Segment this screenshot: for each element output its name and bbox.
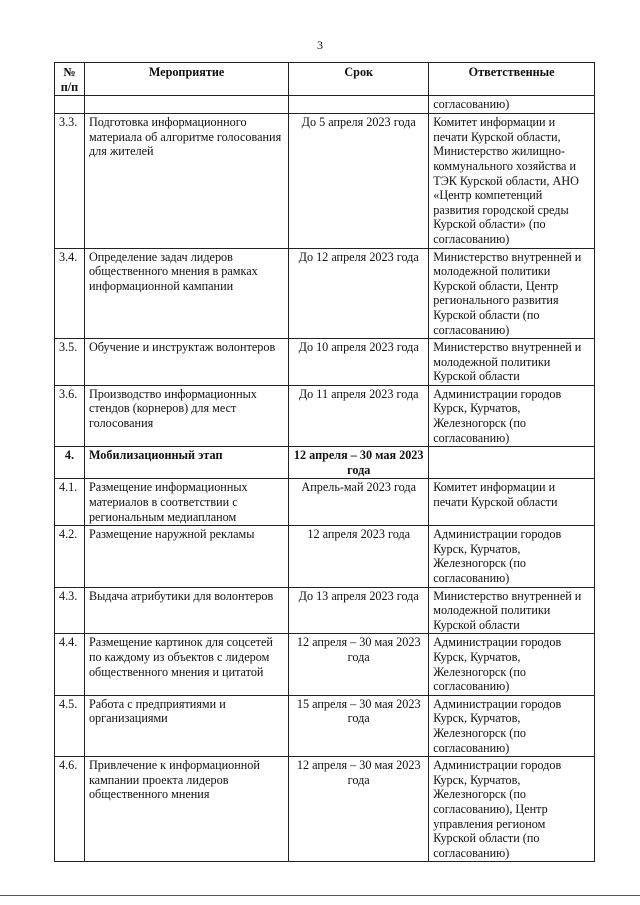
table-row xyxy=(55,248,595,339)
cell-responsible: Администрации городов Курск, Курчатов, Железногорск (по согласованию) xyxy=(429,385,595,446)
table-row xyxy=(55,385,595,446)
cell-term: 12 апреля 2023 года xyxy=(289,526,429,587)
cell-num: 4.6. xyxy=(55,757,85,862)
table-row xyxy=(55,587,595,634)
cell-num xyxy=(55,96,85,114)
table-row xyxy=(55,526,595,587)
cell-event: Работа с предприятиями и организациями xyxy=(84,695,288,756)
cell-num: 4.3. xyxy=(55,587,85,634)
cell-num: 4.5. xyxy=(55,695,85,756)
cell-responsible: Комитет информации и печати Курской области, Министерство жилищно-коммунального хозяйства и ТЭК Курской области, АНО «Центр компетенций развития городской среды Курской области» (по согласованию) xyxy=(429,114,595,248)
cell-event: Размещение наружной рекламы xyxy=(84,526,288,587)
cell-responsible: Администрации городов Курск, Курчатов, Железногорск (по согласованию) xyxy=(429,634,595,695)
continuation-row xyxy=(55,96,595,114)
cell-num: 4.2. xyxy=(55,526,85,587)
cell-responsible: Администрации городов Курск, Курчатов, Железногорск (по согласованию) xyxy=(429,526,595,587)
table-row xyxy=(55,757,595,862)
table-row xyxy=(55,695,595,756)
table-row xyxy=(55,634,595,695)
cell-responsible: Министерство внутренней и молодежной политики Курской области, Центр регионального развития Курской области (по согласованию) xyxy=(429,248,595,339)
header-responsible: Ответственные xyxy=(429,63,595,96)
cell-event: Подготовка информационного материала об алгоритме голосования для жителей xyxy=(84,114,288,248)
table-row xyxy=(55,339,595,386)
cell-event xyxy=(84,96,288,114)
cell-event: Привлечение к информационной кампании проекта лидеров общественного мнения xyxy=(84,757,288,862)
cell-event: Определение задач лидеров общественного мнения в рамках информационной кампании xyxy=(84,248,288,339)
cell-responsible: согласованию) xyxy=(429,96,595,114)
page-number: 3 xyxy=(317,38,323,52)
table-header-row xyxy=(55,63,595,96)
table-row xyxy=(55,114,595,248)
cell-num: 3.3. xyxy=(55,114,85,248)
cell-event: Производство информационных стендов (корнеров) для мест голосования xyxy=(84,385,288,446)
cell-num: 3.5. xyxy=(55,339,85,386)
event-plan-table xyxy=(54,62,595,862)
cell-responsible: Министерство внутренней и молодежной политики Курской области xyxy=(429,339,595,386)
cell-term: До 11 апреля 2023 года xyxy=(289,385,429,446)
cell-term: 12 апреля – 30 мая 2023 года xyxy=(289,634,429,695)
header-event: Мероприятие xyxy=(84,63,288,96)
cell-responsible: Комитет информации и печати Курской области xyxy=(429,479,595,526)
cell-term: До 5 апреля 2023 года xyxy=(289,114,429,248)
cell-term: Апрель-май 2023 года xyxy=(289,479,429,526)
cell-term: 12 апреля – 30 мая 2023 года xyxy=(289,757,429,862)
cell-term: 15 апреля – 30 мая 2023 года xyxy=(289,695,429,756)
cell-term: До 10 апреля 2023 года xyxy=(289,339,429,386)
cell-num: 3.4. xyxy=(55,248,85,339)
table-row xyxy=(55,479,595,526)
cell-num: 4.1. xyxy=(55,479,85,526)
header-term: Срок xyxy=(289,63,429,96)
cell-event: Размещение картинок для соцсетей по каждому из объектов с лидером общественного мнения и цитатой xyxy=(84,634,288,695)
cell-term: 12 апреля – 30 мая 2023 года xyxy=(289,447,429,479)
cell-responsible: Администрации городов Курск, Курчатов, Железногорск (по согласованию) xyxy=(429,695,595,756)
cell-event: Обучение и инструктаж волонтеров xyxy=(84,339,288,386)
header-num: № п/п xyxy=(55,63,85,96)
cell-num: 4. xyxy=(55,447,85,479)
cell-num: 4.4. xyxy=(55,634,85,695)
section-row xyxy=(55,447,595,479)
cell-responsible: Администрации городов Курск, Курчатов, Железногорск (по согласованию), Центр управления регионом Курской области (по согласованию) xyxy=(429,757,595,862)
scan-edge-line xyxy=(0,895,640,896)
cell-responsible xyxy=(429,447,595,479)
cell-num: 3.6. xyxy=(55,385,85,446)
cell-term: До 12 апреля 2023 года xyxy=(289,248,429,339)
cell-term: До 13 апреля 2023 года xyxy=(289,587,429,634)
cell-event: Выдача атрибутики для волонтеров xyxy=(84,587,288,634)
cell-event: Мобилизационный этап xyxy=(84,447,288,479)
cell-responsible: Министерство внутренней и молодежной политики Курской области xyxy=(429,587,595,634)
cell-event: Размещение информационных материалов в соответствии с региональным медиапланом xyxy=(84,479,288,526)
cell-term xyxy=(289,96,429,114)
